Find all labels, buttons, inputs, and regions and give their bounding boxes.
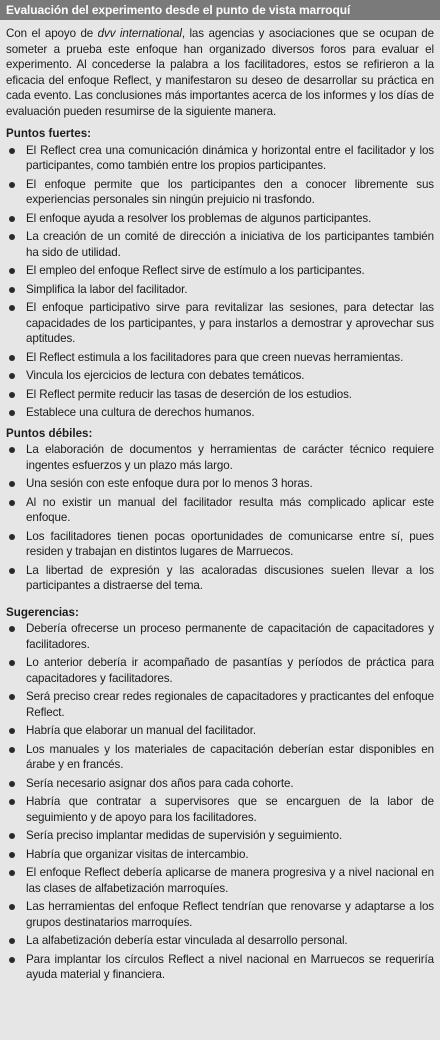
bullet-icon — [9, 410, 15, 416]
list-item — [6, 442, 434, 473]
list-item-text: Lo anterior debería ir acompañado de pasantías y períodos de práctica para capacitadores y facilitadores. — [26, 656, 434, 685]
intro-text-rest: , las agencias y asociaciones que se ocupan de someter a prueba este enfoque han organizado diversos foros para evaluar el experimento. Al concederse la palabra a los facilitadores, estos se refirieron a la eficacia del enfoque Reflect, y manifestaron su deseo de desarrollar su práctica en cada evento. Las conclusiones más importantes acerca de los informes y los días de evaluación pueden resumirse de la siguiente manera. — [6, 27, 434, 118]
sections-container — [6, 126, 434, 983]
box-title: Evaluación del experimento desde el punto de vista marroquí — [0, 0, 440, 20]
bullet-icon — [9, 216, 15, 222]
list-item — [6, 300, 434, 347]
bullet-icon — [9, 870, 15, 876]
bullet-icon — [9, 938, 15, 944]
list-item-text: El enfoque Reflect debería aplicarse de manera progresiva y a nivel nacional en las clases de alfabetización marroquíes. — [26, 866, 434, 895]
list-item-text: El Reflect estimula a los facilitadores para que creen nuevas herramientas. — [26, 350, 404, 364]
list-item — [6, 368, 434, 384]
bullet-icon — [9, 781, 15, 787]
bullet-icon — [9, 305, 15, 311]
list-item — [6, 350, 434, 366]
bullet-icon — [9, 447, 15, 453]
list-item — [6, 742, 434, 773]
list-item — [6, 828, 434, 844]
list-item-text: El enfoque permite que los participantes den a conocer libremente sus experiencias personales sin ningún prejuicio ni trasfondo. — [26, 177, 434, 206]
list-item — [6, 177, 434, 208]
list-item — [6, 405, 434, 421]
list-item — [6, 952, 434, 983]
list-item — [6, 847, 434, 863]
list-item-text: Al no existir un manual del facilitador resulta más complicado aplicar este enfoque. — [26, 495, 434, 524]
list-item — [6, 387, 434, 403]
bullet-icon — [9, 500, 15, 506]
section-heading: Sugerencias: — [6, 605, 79, 619]
bullet-icon — [9, 799, 15, 805]
list-item-text: Los manuales y los materiales de capacitación deberían estar disponibles en árabe y en francés. — [26, 742, 434, 771]
bullet-icon — [9, 234, 15, 240]
list-item — [6, 899, 434, 930]
list-item — [6, 476, 434, 492]
list-item-text: Habría que elaborar un manual del facilitador. — [26, 724, 256, 737]
list-item — [6, 563, 434, 594]
list-item — [6, 495, 434, 526]
intro-text-start: Con el apoyo de — [6, 27, 98, 40]
list-item-text: La libertad de expresión y las acaloradas discusiones suelen llevar a los participantes a distraerse del tema. — [26, 563, 434, 592]
bullet-icon — [9, 355, 15, 361]
box-content — [0, 20, 440, 983]
list-item — [6, 263, 434, 279]
list-item — [6, 143, 434, 174]
list-item-text: El enfoque ayuda a resolver los problemas de algunos participantes. — [26, 211, 372, 225]
list-item — [6, 529, 434, 560]
list-item — [6, 794, 434, 825]
list-item-text: Establece una cultura de derechos humanos. — [26, 406, 255, 419]
list-item — [6, 282, 434, 298]
bullet-icon — [9, 957, 15, 963]
bullet-icon — [9, 182, 15, 188]
organization-name: dvv international — [97, 27, 182, 40]
list-item-text: El empleo del enfoque Reflect sirve de estímulo a los participantes. — [26, 264, 365, 277]
list-item — [6, 865, 434, 896]
list-item-text: Habría que contratar a supervisores que se encarguen de la labor de seguimiento y de apoyo para los facilitadores. — [26, 795, 434, 824]
list-item-text: Sería preciso implantar medidas de supervisión y seguimiento. — [26, 829, 343, 842]
bullet-list — [6, 143, 434, 421]
list-item-text: La alfabetización debería estar vinculada al desarrollo personal. — [26, 934, 348, 947]
list-item-text: Una sesión con este enfoque dura por lo menos 3 horas. — [26, 477, 313, 490]
bullet-icon — [9, 287, 15, 293]
list-item — [6, 723, 434, 739]
list-item — [6, 621, 434, 652]
bullet-list — [6, 442, 434, 594]
bullet-list — [6, 621, 434, 983]
bullet-icon — [9, 268, 15, 274]
list-item-text: Será preciso crear redes regionales de capacitadores y practicantes del enfoque Reflect. — [26, 690, 434, 719]
bullet-icon — [9, 568, 15, 574]
bullet-icon — [9, 904, 15, 910]
list-item-text: El Reflect permite reducir las tasas de deserción de los estudios. — [26, 387, 352, 401]
list-item-text: El Reflect crea una comunicación dinámica y horizontal entre el facilitador y los participantes, como también entre los propios participantes. — [26, 143, 434, 172]
bullet-icon — [9, 373, 15, 379]
list-item — [6, 689, 434, 720]
section-heading: Puntos débiles: — [6, 426, 93, 440]
bullet-icon — [9, 660, 15, 666]
bullet-icon — [9, 148, 15, 154]
list-item-text: Habría que organizar visitas de intercambio. — [26, 847, 249, 861]
list-item-text: El enfoque participativo sirve para revitalizar las sesiones, para detectar las capacidades de los participantes, y para instarlos a demostrar y aprovechar sus aptitudes. — [26, 301, 434, 345]
list-item-text: Debería ofrecerse un proceso permanente de capacitación de capacitadores y facilitadores. — [26, 622, 434, 651]
bullet-icon — [9, 481, 15, 487]
bullet-icon — [9, 833, 15, 839]
list-item — [6, 776, 434, 792]
bullet-icon — [9, 626, 15, 632]
list-item-text: Vincula los ejercicios de lectura con debates temáticos. — [26, 369, 305, 382]
bullet-icon — [9, 392, 15, 398]
list-item-text: La creación de un comité de dirección a iniciativa de los participantes también ha sido de utilidad. — [26, 230, 434, 259]
bullet-icon — [9, 694, 15, 700]
bullet-icon — [9, 747, 15, 753]
list-item-text: Las herramientas del enfoque Reflect tendrían que renovarse y adaptarse a los grupos destinatarios marroquíes. — [26, 900, 434, 929]
intro-paragraph — [6, 26, 434, 119]
list-item — [6, 933, 434, 949]
list-item — [6, 655, 434, 686]
section-heading: Puntos fuertes: — [6, 127, 92, 140]
bullet-icon — [9, 534, 15, 540]
list-item — [6, 211, 434, 227]
list-item-text: Para implantar los círculos Reflect a nivel nacional en Marruecos se requeriría ayuda material y financiera. — [26, 952, 434, 981]
list-item-text: Simplifica la labor del facilitador. — [26, 282, 188, 296]
bullet-icon — [9, 728, 15, 734]
list-item — [6, 229, 434, 260]
list-item-text: La elaboración de documentos y herramientas de carácter técnico requiere ingentes esfuerzos y un plazo más largo. — [26, 443, 434, 472]
bullet-icon — [9, 852, 15, 858]
list-item-text: Los facilitadores tienen pocas oportunidades de comunicarse entre sí, pues residen y trabajan en distintos lugares de Marruecos. — [26, 529, 434, 558]
list-item-text: Sería necesario asignar dos años para cada cohorte. — [26, 776, 294, 790]
